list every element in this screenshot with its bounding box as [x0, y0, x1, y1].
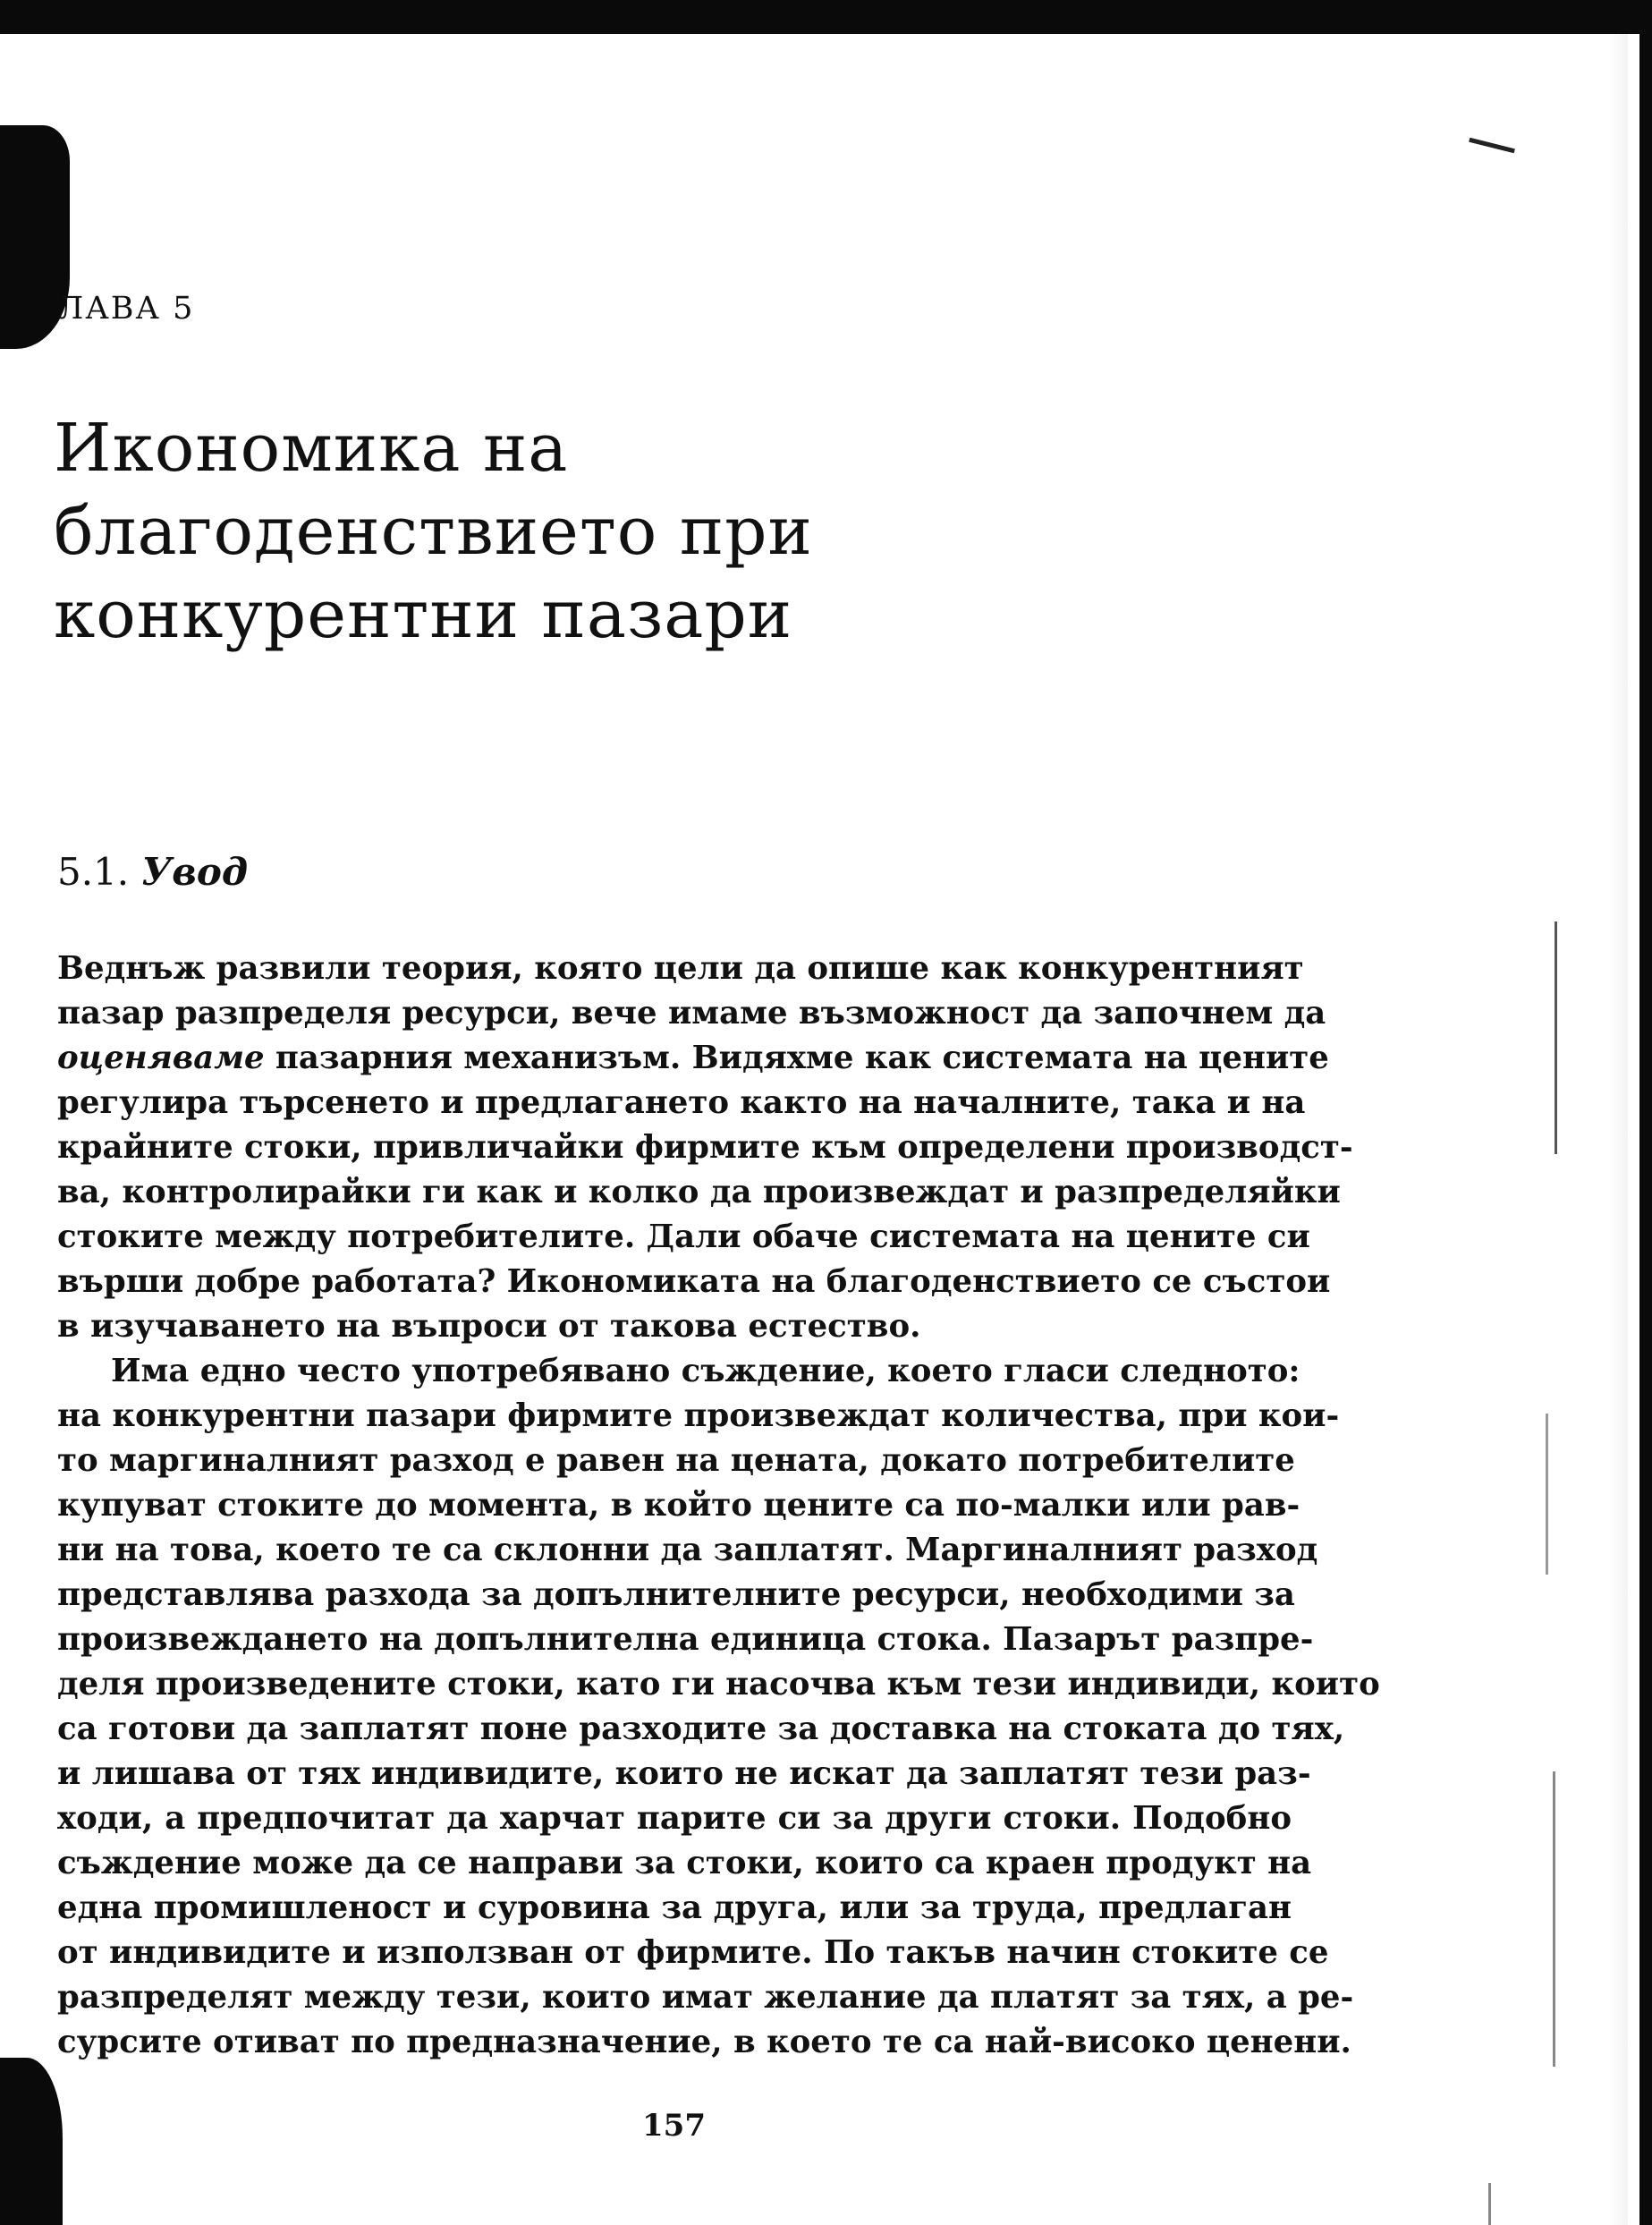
chapter-label: ЛАВА 5: [57, 291, 195, 327]
paragraph-2: [57, 1349, 1380, 2065]
text-line: регулира търсенето и предлагането както на началните, така и на: [57, 1084, 1306, 1121]
text-line: представлява разхода за допълнителните ресурси, необходими за: [57, 1576, 1295, 1613]
text-line: то маргиналният разход е равен на цената, докато потребителите: [57, 1442, 1295, 1479]
text-line: и лишава от тях индивидите, които не искат да заплатят тези раз-: [57, 1755, 1311, 1792]
text-line: купуват стоките до момента, в който цените са по-малки или рав-: [57, 1487, 1300, 1524]
scan-rule: [1488, 2183, 1491, 2225]
text-line: произвеждането на допълнителна единица стока. Пазарът разпре-: [57, 1621, 1314, 1658]
text-line: Има едно често употребявано съждение, което гласи следното:: [111, 1353, 1300, 1389]
text-line: Веднъж развили теория, която цели да опише как конкурентният: [57, 950, 1304, 987]
section-heading: [57, 850, 248, 894]
scan-left-blot-bottom: [0, 2058, 63, 2225]
scan-mark: [1469, 138, 1515, 153]
scan-rule: [1553, 1771, 1555, 2067]
chapter-title-line: конкурентни пазари: [54, 576, 793, 653]
scan-right-shadow: [1610, 34, 1628, 2225]
text-line: крайните стоки, привличайки фирмите към определени производст-: [57, 1129, 1353, 1166]
text-line: стоките между потребителите. Дали обаче системата на цените си: [57, 1219, 1310, 1255]
text-line: ва, контролирайки ги как и колко да произвеждат и разпределяйки: [57, 1174, 1341, 1210]
body-text: [57, 947, 1380, 2065]
page-number: 157: [642, 2108, 706, 2144]
section-name: Увод: [141, 850, 249, 894]
text-line: ходи, а предпочитат да харчат парите си за други стоки. Подобно: [57, 1800, 1292, 1837]
text-line: разпределят между тези, които имат желание да платят за тях, а ре-: [57, 1979, 1354, 2016]
text-line: сурсите отиват по предназначение, в което те са най-високо ценени.: [57, 2024, 1351, 2060]
text-line: деля произведените стоки, като ги насочва към тези индивиди, които: [57, 1666, 1380, 1703]
text-line: пазар разпределя ресурси, вече имаме възможност да започнем да: [57, 995, 1326, 1032]
scan-right-border: [1639, 0, 1652, 2225]
paragraph-1: [57, 947, 1353, 1349]
text-line: са готови да заплатят поне разходите за доставка на стоката до тях,: [57, 1711, 1345, 1747]
text-line: ни на това, което те са склонни да заплатят. Маргиналният разход: [57, 1532, 1318, 1568]
chapter-title-line: Икономика на: [54, 410, 569, 487]
text-line: съждение може да се направи за стоки, които са краен продукт на: [57, 1845, 1312, 1881]
scan-rule: [1555, 921, 1557, 1154]
text-line: на конкурентни пазари фирмите произвеждат количества, при кои-: [57, 1397, 1340, 1434]
chapter-title-line: благоденствието при: [54, 493, 813, 570]
emphasized-word: оценяваме: [57, 1040, 265, 1076]
text-line: върши добре работата? Икономиката на благоденствието се състои: [57, 1263, 1331, 1300]
text-line: от индивидите и използван от фирмите. По такъв начин стоките се: [57, 1934, 1329, 1971]
chapter-title: [54, 407, 1038, 657]
scan-top-border: [0, 0, 1652, 34]
section-number: 5.1.: [57, 850, 130, 894]
text-line: една промишленост и суровина за друга, или за труда, предлаган: [57, 1890, 1292, 1926]
text-span: пазарния механизъм. Видяхме как системата на цените: [264, 1040, 1329, 1076]
scan-rule: [1546, 1414, 1548, 1575]
text-line: [57, 1036, 1329, 1081]
text-line: в изучаването на въпроси от такова естество.: [57, 1308, 921, 1345]
